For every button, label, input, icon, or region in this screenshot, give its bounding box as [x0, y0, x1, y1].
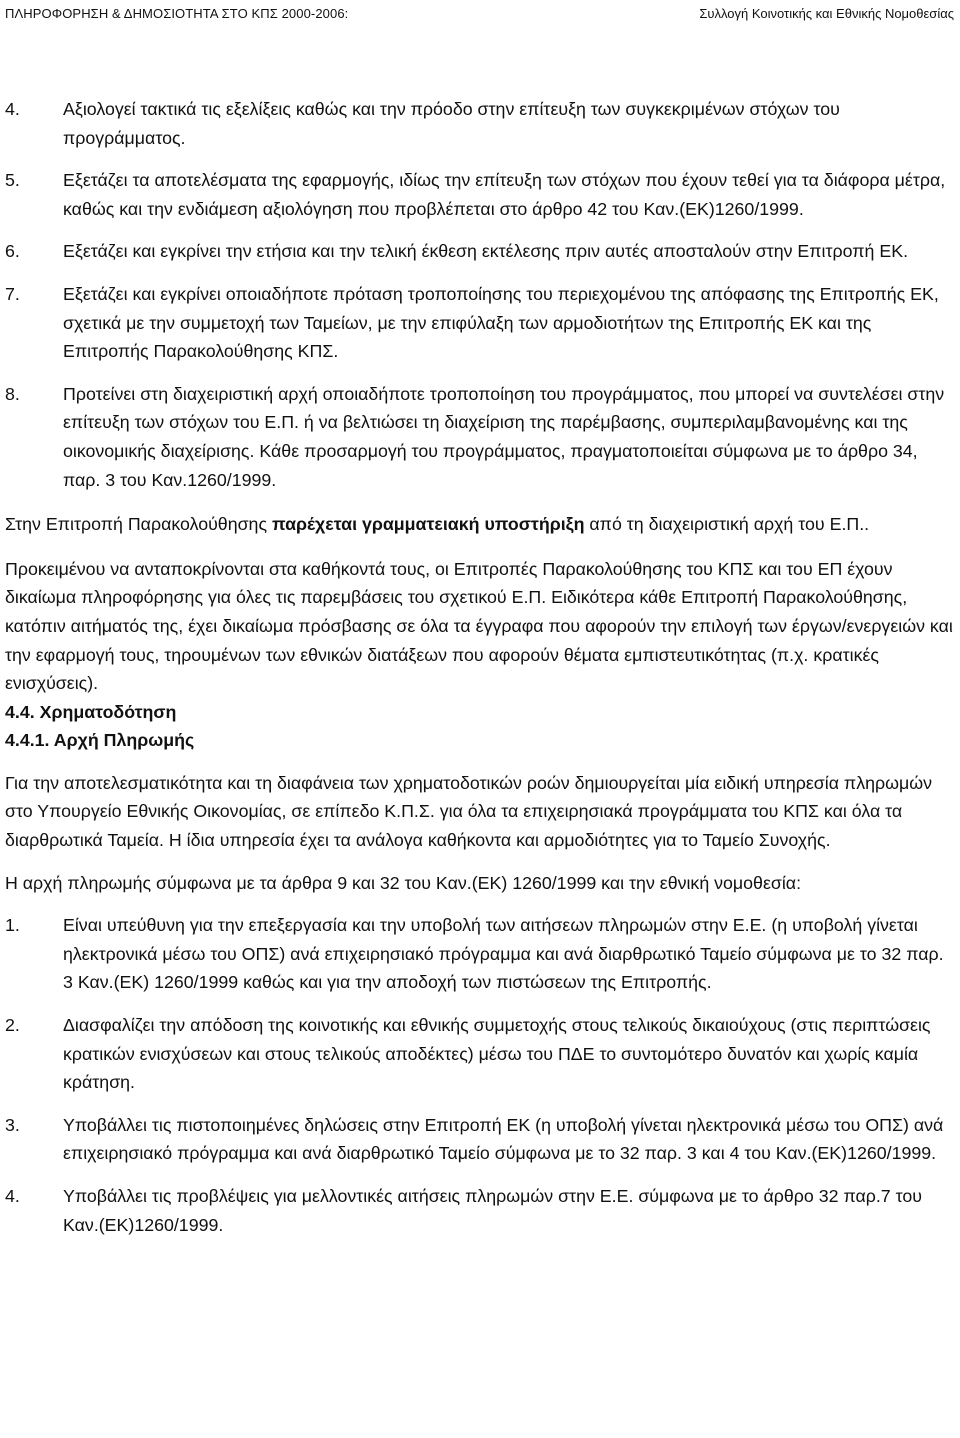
list-item: [5, 280, 954, 366]
list-item: [5, 380, 954, 494]
list-item-number: 1.: [5, 915, 20, 936]
list-item: [5, 95, 954, 152]
list-item-text: Εξετάζει και εγκρίνει την ετήσια και την τελική έκθεση εκτέλεσης πριν αυτές αποσταλούν στην Επιτροπή ΕΚ.: [63, 241, 909, 262]
list-item-number: 7.: [5, 283, 20, 304]
list-item-text: Υποβάλλει τις προβλέψεις για μελλοντικές αιτήσεις πληρωμών στην Ε.Ε. σύμφωνα με το άρθρο 32 παρ.7 του Καν.(ΕΚ)1260/1999.: [63, 1186, 923, 1235]
list-item-text: Υποβάλλει τις πιστοποιημένες δηλώσεις στην Επιτροπή ΕΚ (η υποβολή γίνεται ηλεκτρονικά μέσω του ΟΠΣ) ανά επιχειρησιακό πρόγραμμα και ανά διαρθρωτικό Ταμείο σύμφωνα με το 32 παρ. 3 και 4 του Καν.(ΕΚ)1260/1999.: [63, 1114, 944, 1164]
list-item-text: Αξιολογεί τακτικά τις εξελίξεις καθώς και την πρόοδο στην επίτευξη των συγκεκριμένων στόχων του προγράμματος.: [63, 99, 840, 148]
secretariat-paragraph: [5, 510, 954, 539]
authority-paragraph: Η αρχή πληρωμής σύμφωνα με τα άρθρα 9 και 32 του Καν.(ΕΚ) 1260/1999 και την εθνική νομοθεσία:: [5, 872, 802, 893]
list-item: [5, 1011, 954, 1097]
list-item-text: Είναι υπεύθυνη για την επεξεργασία και την υποβολή των αιτήσεων πληρωμών στην Ε.Ε. (η υποβολή γίνεται ηλεκτρονικά μέσω του ΟΠΣ) ανά επιχειρησιακό πρόγραμμα και ανά διαρθρωτικό Ταμείο σύμφωνα με το 32 παρ. 3 Καν.(ΕΚ) 1260/1999 καθώς και για την αποδοχή των πιστώσεων της Επιτροπής.: [63, 915, 944, 993]
list-item-number: 4.: [5, 99, 20, 119]
list-item-number: 3.: [5, 1114, 20, 1135]
list-item-text: Διασφαλίζει την απόδοση της κοινοτικής και εθνικής συμμετοχής στους τελικούς δικαιούχους (στις περιπτώσεις κρατικών ενισχύσεων και στους τελικούς αποδέκτες) μέσω του ΠΔΕ το συντομότερο δυνατόν και χωρίς καμία κράτηση.: [63, 1015, 931, 1093]
list-item: [5, 237, 954, 266]
list-item: [5, 1111, 954, 1168]
document-body: [5, 95, 954, 1239]
subsection-heading: 4.4.1. Αρχή Πληρωμής: [5, 730, 195, 751]
secretariat-text-before: Στην Επιτροπή Παρακολούθησης: [5, 514, 272, 535]
page-header: [5, 3, 954, 25]
section-heading: 4.4. Χρηματοδότηση: [5, 701, 177, 722]
list-item-text: Εξετάζει τα αποτελέσματα της εφαρμογής, ιδίως την επίτευξη των στόχων που έχουν τεθεί για τα διάφορα μέτρα, καθώς και την ενδιάμεση αξιολόγηση που προβλέπεται στο άρθρο 42 του Καν.(ΕΚ)1260/1999.: [63, 170, 946, 219]
list-item: [5, 166, 954, 223]
list-item-text: Εξετάζει και εγκρίνει οποιαδήποτε πρόταση τροποποίησης του περιεχομένου της απόφασης της Επιτροπής ΕΚ, σχετικά με την συμμετοχή των Ταμείων, με την επιφύλαξη των αρμοδιοτήτων της Επιτροπής ΕΚ και της Επιτροπής Παρακολούθησης ΚΠΣ.: [63, 283, 939, 362]
list-item: [5, 911, 954, 997]
list-item-number: 5.: [5, 170, 20, 191]
list-item: [5, 1182, 954, 1239]
secretariat-text-bold: παρέχεται γραμματειακή υποστήριξη: [271, 514, 585, 535]
information-paragraph: Προκειμένου να ανταποκρίνονται στα καθήκοντά τους, οι Επιτροπές Παρακολούθησης του ΚΠΣ και του ΕΠ έχουν δικαίωμα πληροφόρησης για όλες τις παρεμβάσεις του σχετικού Ε.Π. Ειδικότερα κάθε Επιτροπή Παρακολούθησης, κατόπιν αιτήματός της, έχει δικαίωμα πρόσβασης σε όλα τα έγγραφα που αφορούν την επιλογή των έργων/ενεργειών και την εφαρμογή τους, τηρουμένων των εθνικών διατάξεων που αφορούν θέματα εμπιστευτικότητας (π.χ. κρατικές ενισχύσεις).: [5, 558, 953, 694]
list-item-number: 2.: [5, 1015, 20, 1036]
header-title: ΠΛΗΡΟΦΟΡΗΣΗ & ΔΗΜΟΣΙΟΤΗΤΑ ΣΤΟ ΚΠΣ 2000-2006:: [5, 6, 349, 21]
secretariat-text-after: από τη διαχειριστική αρχή του Ε.Π..: [584, 514, 870, 535]
list-item-number: 4.: [5, 1186, 20, 1206]
payment-paragraph: Για την αποτελεσματικότητα και τη διαφάνεια των χρηματοδοτικών ροών δημιουργείται μία ειδική υπηρεσία πληρωμών στο Υπουργείο Εθνικής Οικονομίας, σε επίπεδο Κ.Π.Σ. για όλα τα επιχειρησιακά προγράμματα του ΚΠΣ και όλα τα διαρθρωτικά Ταμεία. Η ίδια υπηρεσία έχει τα ανάλογα καθήκοντα και αρμοδιότητες για το Ταμείο Συνοχής.: [5, 772, 932, 851]
header-subtitle: Συλλογή Κοινοτικής και Εθνικής Νομοθεσίας: [699, 6, 954, 21]
list-item-number: 8.: [5, 383, 20, 404]
list-item-text: Προτείνει στη διαχειριστική αρχή οποιαδήποτε τροποποίηση του προγράμματος, που μπορεί να συντελέσει στην επίτευξη των στόχων του Ε.Π. ή να βελτιώσει τη διαχείριση της παρέμβασης, συμπεριλαμβανομένης και της οικονομικής διαχείρισης. Κάθε προσαρμογή του προγράμματος, πραγματοποιείται σύμφωνα με το άρθρο 34, παρ. 3 του Καν.1260/1999.: [63, 383, 945, 490]
list-item-number: 6.: [5, 241, 20, 262]
